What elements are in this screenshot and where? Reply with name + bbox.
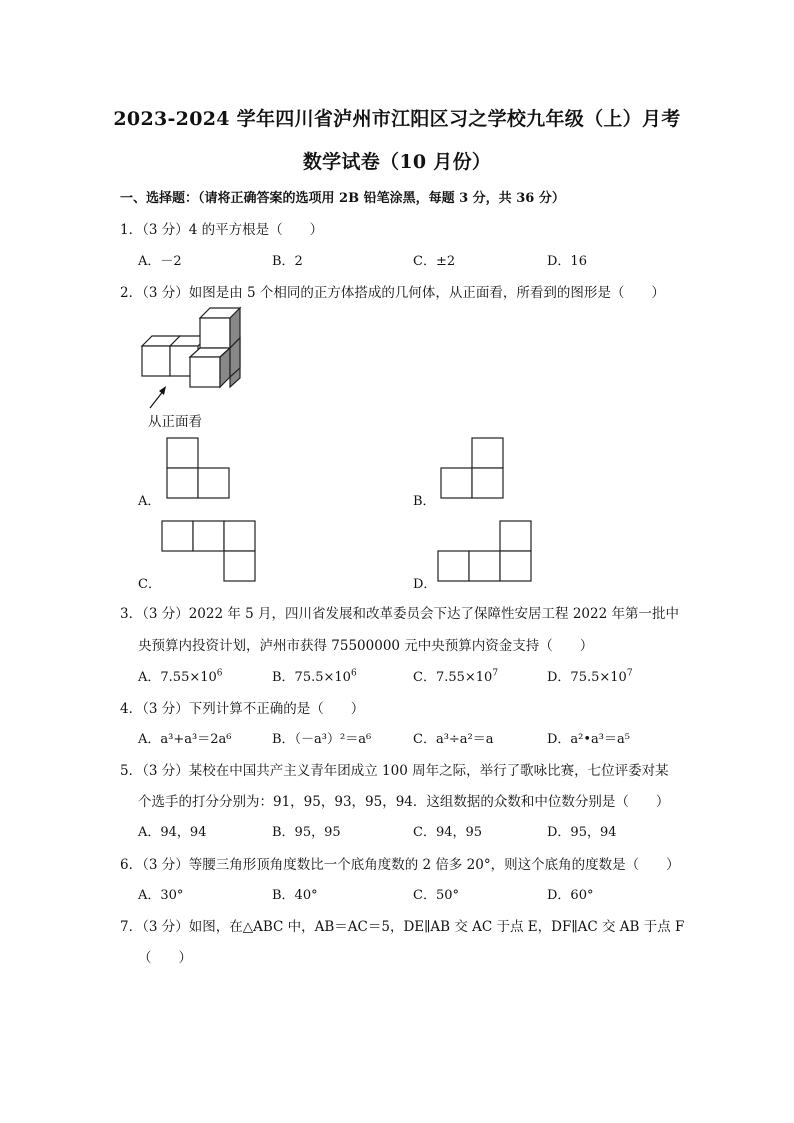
view-caption: 从正面看 (148, 414, 202, 430)
question-3-stem-line2: 央预算内投资计划，泸州市获得 75500000 元中央预算内资金支持（ ） (138, 638, 594, 654)
q4-option-d: D．a²•a³＝a⁵ (547, 732, 630, 747)
q3-option-d: D．$75.5\times 10^7$ (547, 668, 633, 685)
section-heading: 一、选择题：（请将正确答案的选项用 2B 铅笔涂黑，每题 3 分，共 36 分） (120, 191, 565, 206)
q2-option-d-figure (437, 520, 533, 582)
q6-option-b: B．40° (272, 888, 318, 903)
q2-option-a-figure (166, 437, 232, 499)
question-5-stem-line2: 个选手的打分分别为：91，95，93，95，94．这组数据的众数和中位数分别是（ ） (138, 794, 670, 810)
q3-option-c: C．$7.55\times 10^7$ (413, 668, 499, 685)
q4-option-a: A．a³+a³＝2a⁶ (138, 732, 232, 747)
question-4-stem: 4．（3 分）下列计算不正确的是（ ） (120, 701, 365, 717)
q3-option-a: A．$7.55\times 10^6$ (138, 668, 223, 685)
q3-option-b: B．$75.5\times 10^6$ (272, 668, 357, 685)
q5-option-c: C．94，95 (413, 825, 483, 840)
q1-option-b: B．2 (272, 254, 303, 269)
question-1-stem: 1．（3 分）4 的平方根是（ ） (120, 222, 324, 238)
question-6-stem: 6．（3 分）等腰三角形顶角度数比一个底角度数的 2 倍多 20°，则这个底角的度数是（ ） (120, 857, 680, 873)
q6-option-c: C．50° (413, 888, 459, 903)
question-7-stem-line1: 7．（3 分）如图，在△ABC 中，AB＝AC＝5，DE∥AB 交 AC 于点 E，DF∥AC 交 AB 于点 F (120, 919, 685, 935)
q1-option-a: A．－2 (138, 254, 182, 269)
q1-option-d: D．16 (547, 254, 587, 269)
q6-option-a: A．30° (138, 888, 184, 903)
q5-option-b: B．95，95 (272, 825, 341, 840)
q5-option-d: D．95，94 (547, 825, 617, 840)
q4-option-b: B．（－a³）²＝a⁶ (272, 732, 372, 747)
q2-option-a-label: A． (138, 494, 161, 509)
question-7-stem-line2: （ ） (138, 950, 192, 966)
question-2-stem: 2．（3 分）如图是由 5 个相同的正方体搭成的几何体，从正面看，所看到的图形是（ ） (120, 285, 665, 301)
question-5-stem-line1: 5．（3 分）某校在中国共产主义青年团成立 100 周年之际，举行了歌咏比赛，七位评委对某 (120, 763, 669, 779)
q1-option-c: C．±2 (413, 254, 456, 269)
q2-option-d-label: D． (413, 577, 437, 592)
q2-option-b-figure (440, 437, 506, 499)
question-3-stem-line1: 3．（3 分）2022 年 5 月，四川省发展和改革委员会下达了保障性安居工程 2022 年第一批中 (120, 606, 679, 622)
q6-option-d: D．60° (547, 888, 594, 903)
q5-option-a: A．94，94 (138, 825, 207, 840)
q2-option-c-figure (161, 520, 257, 582)
cube-solid-figure (138, 306, 248, 388)
page-title: 2023-2024 学年四川省泸州市江阳区习之学校九年级（上）月考 (113, 108, 681, 130)
q4-option-c: C．a³÷a²＝a (413, 732, 494, 747)
page-subtitle: 数学试卷（10 月份） (302, 151, 492, 173)
q2-option-c-label: C． (138, 577, 161, 592)
q2-option-b-label: B． (413, 494, 436, 509)
